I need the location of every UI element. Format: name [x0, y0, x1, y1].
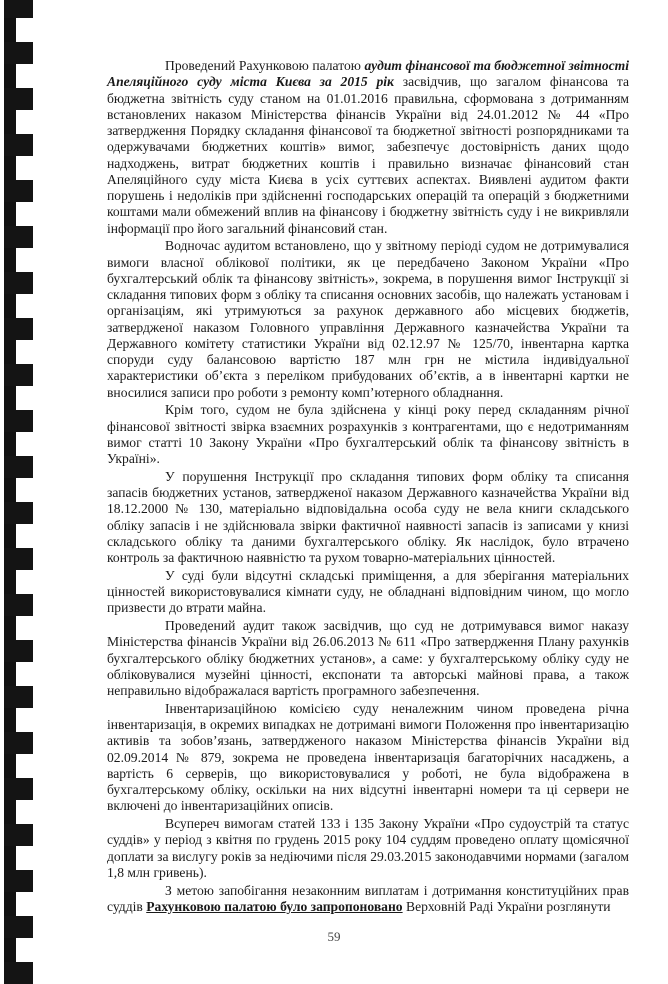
paragraph: Всупереч вимогам статей 133 і 135 Закону України «Про судоустрій та статус суддів» у період з квітня по грудень 2015 року 104 суддям проведено оплату щомісячної доплати за вислугу років за недіючими після 29.03.2015 законодавчими нормами (загалом 1,8 млн гривень). — [107, 816, 629, 880]
binding-tab — [4, 962, 33, 984]
text: Проведений Рахунковою палатою — [165, 58, 365, 73]
paragraph: Крім того, судом не була здійснена у кінці року перед складанням річної фінансової звітності звірка взаємних розрахунків з контрагентами, що є недотриманням вимог статті 10 Закону України «Про бухгалтерський облік та фінансову звітність в Україні». — [107, 402, 629, 466]
paragraph: Інвентаризаційною комісією суду неналежним чином проведена річна інвентаризація, в окремих випадках не дотримані вимоги Положення про інвентаризацію активів та зобов’язань, затвердженого наказом Міністерства фінансів України від 02.09.2014 № 879, зокрема не проведена інвентаризація багаторічних насаджень, а вартість 6 серверів, що використовувалися у роботі, не була відображена в бухгалтерському обліку, оскільки на них відсутні інвентарні номери та ці сервери не включені до інвентаризаційних описів. — [107, 700, 629, 814]
paragraph-recommendation — [107, 883, 629, 916]
page-number: 59 — [327, 929, 341, 944]
paragraph-audit-summary — [107, 58, 629, 237]
paragraph: Водночас аудитом встановлено, що у звітному періоді судом не дотримувалися вимоги власної облікової політики, як це передбачено Законом України «Про бухгалтерський облік та фінансову звітність», зокрема, в порушення вимог Інструкції зі складання типових форм з обліку та списання основних засобів, що належать установам і організаціям, які утримуються за рахунок державного або місцевих бюджетів, затвердженої наказом Головного управління Державного казначейства України та Державного комітету статистики України від 02.12.97 № 125/70, інвентарна картка споруди суду балансовою вартістю 187 млн грн не містила індивідуальної характеристики об’єкта з переліком прибудованих об’єктів, а в інвентарні картки не вносилися записи про роботи з ремонту комп’ютерного обладнання. — [107, 238, 629, 400]
paragraph: У порушення Інструкції про складання типових форм обліку та списання запасів бюджетних установ, затвердженої наказом Державного казначейства України від 18.12.2000 № 130, матеріально відповідальна особа суду не вела книги складського обліку запасів і не здійснювала звірки фактичної наявності запасів із записами у книзі складського обліку та даними бухгалтерського обліку. Як наслідок, було втрачено контроль за фактичною наявністю та рухом товарно-матеріальних цінностей. — [107, 468, 629, 565]
audit-subject-emphasis: аудит фінансової та бюджетної звітності Апеляційного суду міста Києва за 2015 рік — [107, 58, 629, 90]
document-body — [107, 58, 629, 915]
paragraph: У суді були відсутні складські приміщення, а для зберігання матеріальних цінностей використовувалися кімнати суду, не обладнані відповідним чином, що могло призвести до втрати майна. — [107, 567, 629, 616]
paragraph: Проведений аудит також засвідчив, що суд не дотримувався вимог наказу Міністерства фінансів України від 26.06.2013 № 611 «Про затвердження Плану рахунків бухгалтерського обліку бюджетних установ», а саме: у бухгалтерському обліку суду не обліковувалися музейні цінності, експонати та авторські майнові права, а також неправильно відображалася вартість програмного забезпечення. — [107, 618, 629, 698]
text: Верховній Раді України розглянути — [402, 898, 611, 914]
text: засвідчив, що загалом фінансова та бюджетна звітність суду станом на 01.01.2016 правильна, сформована з дотриманням встановлених наказом Міністерства фінансів України від 24.01.2012 № 44 «Про затвердження Порядку складання фінансової та бюджетної звітності розпорядниками та одержувачами бюджетних коштів» вимог, забезпечує достовірність даних щодо надходжень, витрат бюджетних коштів і правильно визначає фінансовий стан Апеляційного суду міста Києва в усіх суттєвих аспектах. Виявлені аудитом факти порушень і недоліків при здійсненні господарських операцій та операцій з бюджетними коштами мали обмежений вплив на фінансову і бюджетну звітність суду і не викривляли інформації про його загальний фінансовий стан. — [107, 74, 630, 236]
recommendation-emphasis: Рахунковою палатою було запропоновано — [146, 898, 403, 914]
text: З метою запобігання незаконним виплатам і дотримання конституційних прав суддів — [107, 882, 629, 914]
